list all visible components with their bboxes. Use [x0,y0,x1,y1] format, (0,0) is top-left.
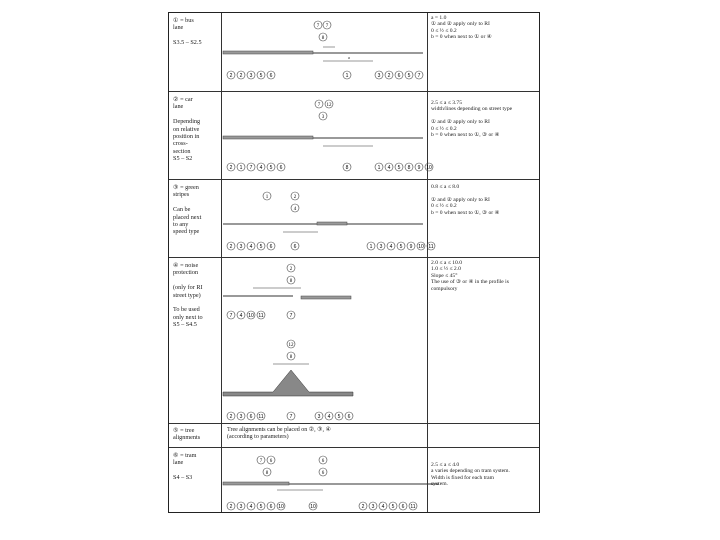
svg-text:a: a [348,55,350,60]
reference-number: 11 [258,312,264,319]
reference-number: 8 [407,164,411,171]
reference-number: 2 [361,503,365,510]
reference-number: 3 [239,413,243,420]
reference-number: 1 [265,194,269,200]
row-conditions: 2.0 ≤ a ≤ 10.0 1.0 ≤ ½ ≤ 2.0 Slope ≤ 45° The use of ③ or ④ in the profile is compulsory [431,260,509,292]
reference-number: 3 [379,243,383,250]
row-conditions: 0.8 ≤ a ≤ 8.0 ① and ② apply only to RI 0 ≤ ½ ≤ 0.2 b = 0 when next to ①, ③ or ④ [431,184,500,216]
reference-number: 2 [387,72,391,79]
reference-number: 3 [371,503,375,510]
reference-number: 5 [337,413,341,420]
row-label: ④ = noise protection (only for RI street type) To be used only next to S5 – S4.5 [173,262,203,329]
reference-number: 10 [248,312,254,319]
reference-number: 6 [293,243,297,250]
reference-number: 3 [377,72,381,79]
reference-number: 6 [249,413,253,420]
row-green-stripes [169,179,539,257]
reference-number: 3 [239,243,243,250]
reference-number: 4 [381,503,385,510]
reference-number: 6 [347,413,351,420]
reference-number: 6 [321,470,325,476]
reference-number: 6 [269,243,273,250]
reference-number: 6 [279,164,283,171]
reference-number: 2 [293,194,297,200]
reference-number: 3 [321,114,325,120]
reference-number: 4 [239,312,243,319]
reference-number: 2 [229,243,233,250]
reference-number: 12 [288,342,294,348]
reference-number: 8 [289,278,293,284]
reference-number: 7 [316,23,320,29]
reference-number: 5 [397,164,401,171]
reference-number: 11 [428,243,434,250]
reference-number: 5 [259,503,263,510]
reference-number: 5 [407,72,411,79]
reference-number: 8 [321,35,325,41]
row-tree-alignments [169,423,539,447]
row-conditions: 2.5 ≤ a ≤ 4.0 a varies depending on tram system. Width is fixed for each tram system. [431,462,510,488]
reference-number: 3 [249,72,253,79]
tree-alignment-note: Tree alignments can be placed on ②, ③, ④ (according to parameters) [227,427,331,440]
reference-number: 3 [317,413,321,420]
reference-number: 6 [269,458,273,464]
reference-number: 7 [289,413,293,420]
reference-number: 10 [418,243,424,250]
reference-number: 3 [239,503,243,510]
reference-number: 4 [389,243,393,250]
row-tram-lane [169,447,539,514]
row-label: ② = car lane Depending on relative position in cross- section S5 – S2 [173,96,201,163]
reference-number: 6 [321,458,325,464]
reference-number: 2 [229,413,233,420]
reference-number: 8 [265,470,269,476]
document-page [168,12,540,513]
row-conditions: 2.5 ≤ a ≤ 3.75 width/lines depending on street type ① and ② apply only to RI 0 ≤ ½ ≤ 0.2 b = 0 when next to ①, ③ or ④ [431,100,513,139]
row-bus-lane [169,13,539,91]
reference-number: 4 [249,503,253,510]
reference-number: 5 [259,72,263,79]
reference-number: 2 [229,164,233,171]
reference-number: 2 [229,503,233,510]
reference-number: 1 [369,243,373,250]
reference-number: 6 [269,503,273,510]
reference-number: 12 [326,102,332,108]
reference-number: 7 [317,102,321,108]
reference-number: 7 [249,164,253,171]
reference-number: 2 [229,72,233,79]
reference-number: 2 [289,266,293,272]
row-label: ③ = green stripes Can be placed next to any speed type [173,184,202,236]
reference-number: 6 [269,72,273,79]
reference-number: 5 [269,164,273,171]
reference-number: 9 [409,243,413,250]
row-conditions: a = 1.0 ① and ② apply only to RI 0 ≤ ½ ≤ 0.2 b = 0 when next to ① or ④ [431,15,492,41]
reference-number: 7 [229,312,233,319]
row-noise-protection [169,257,539,423]
reference-number: 4 [293,206,297,212]
reference-number: 6 [397,72,401,79]
row-label: ⑥ = tram lane S4 – S3 [173,452,197,482]
reference-number: 7 [289,312,293,319]
reference-number: 7 [259,458,263,464]
reference-number: 1 [377,164,381,171]
row-label: ⑤ = tree alignments [173,427,201,442]
reference-number: 5 [391,503,395,510]
reference-number: 4 [387,164,391,171]
reference-number: 7 [417,72,421,79]
reference-number: 2 [239,72,243,79]
reference-number: 11 [410,503,416,510]
reference-number: 7 [325,23,329,29]
reference-number: 10 [278,503,284,510]
reference-number: 5 [259,243,263,250]
reference-number: 6 [401,503,405,510]
reference-number: 9 [417,164,421,171]
reference-number: 4 [327,413,331,420]
reference-number: 5 [399,243,403,250]
reference-number: 8 [289,354,293,360]
reference-number: 1 [239,164,243,171]
reference-number: 4 [259,164,263,171]
reference-number: 1 [345,72,349,79]
reference-number: 11 [258,413,264,420]
row-label: ① = bus lane S3.5 – S2.5 [173,17,202,47]
reference-number: 8 [345,164,349,171]
reference-number: 10 [426,164,432,171]
reference-number: 10 [310,503,316,510]
row-car-lane [169,91,539,179]
reference-number: 4 [249,243,253,250]
